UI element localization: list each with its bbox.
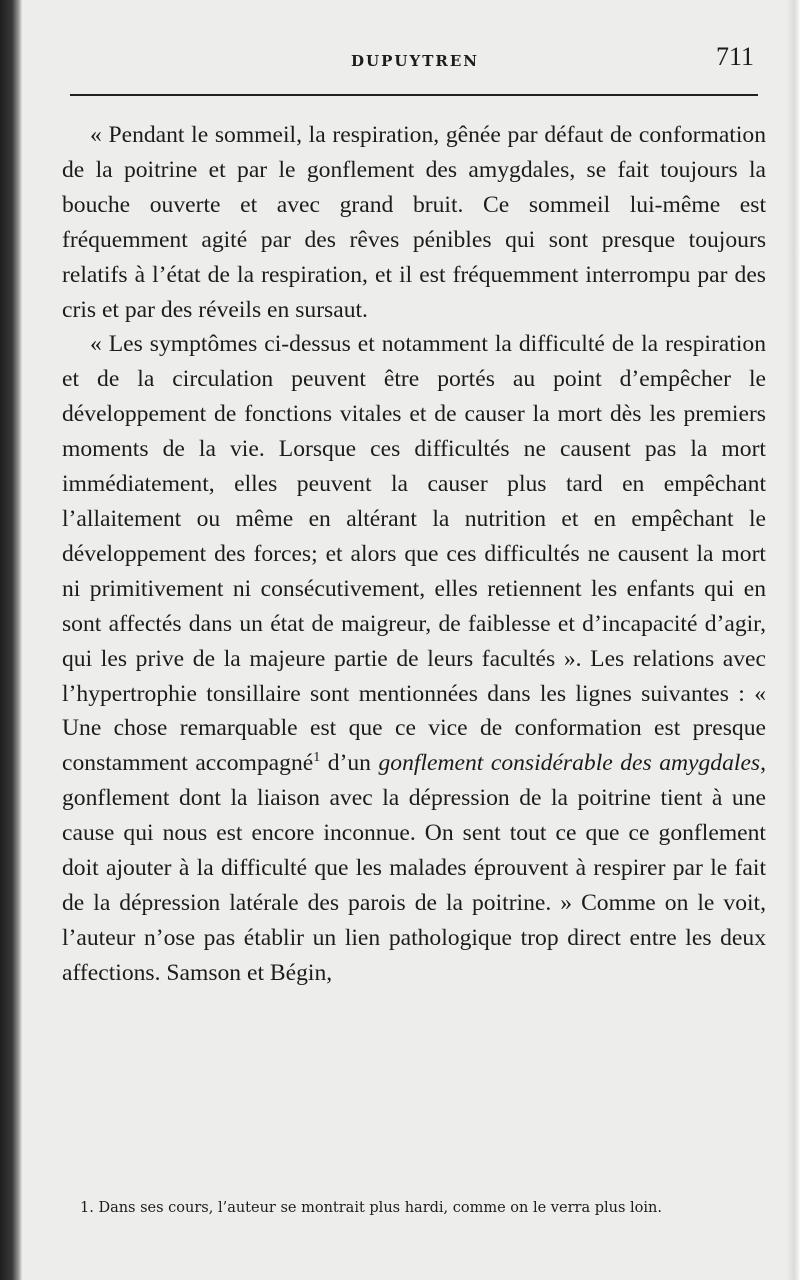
footnote: 1. Dans ses cours, l’auteur se montrait plus hardi, comme on le verra plus loin. — [80, 1200, 662, 1216]
page-number: 711 — [715, 42, 754, 71]
paragraph-1: « Pendant le sommeil, la respiration, gênée par défaut de conformation de la poitrine et par le gonflement des amygdales, se fait toujours la bouche ouverte et avec grand bruit. Ce sommeil lui-même est fréquemment agité par des rêves pénibles qui sont presque toujours relatifs à l’état de la respiration, et il est fréquemment interrompu par des cris et par des réveils en sursaut. — [62, 122, 766, 323]
body-text — [62, 118, 766, 991]
footnote-reference[interactable]: 1 — [313, 750, 321, 766]
header-rule — [70, 94, 758, 96]
paragraph-2-text-a: « Les symptômes ci-dessus et notamment la difficulté de la respiration et de la circulation peuvent être portés au point d’empêcher le développement de fonctions vitales et de causer la mort dès les premiers moments de la vie. Lorsque ces difficultés ne causent pas la mort immédiatement, elles peuvent la causer plus tard en empêchant l’allaitement ou même en altérant la nutrition et en empêchant le développement des forces; et alors que ces difficultés ne causent la mort ni primitivement ni consécutivement, elles retiennent les enfants qui en sont affectés dans un état de maigreur, de faiblesse et d’incapacité d’agir, qui les prive de la majeure partie de leurs facultés ». Les relations avec l’hypertrophie tonsillaire sont mentionnées dans les lignes suivantes : « Une chose remarquable est que ce vice de conformation est presque constamment accompagné — [62, 331, 766, 777]
book-spine-shadow — [0, 0, 22, 1280]
page-edge — [786, 0, 800, 1280]
italic-phrase: gonflement considérable des amygdales — [378, 750, 761, 777]
paragraph-2-text-b: d’un — [320, 750, 379, 777]
paragraph-2-text-c: , gonflement dont la liaison avec la dépression de la poitrine tient à une cause qui nous est encore inconnue. On sent tout ce que ce gonflement doit ajouter à la difficulté que les malades éprouvent à respirer par le fait de la dépression latérale des parois de la poitrine. » Comme on le voit, l’auteur n’ose pas établir un lien pathologique trop direct entre les deux affections. Samson et Bégin, — [62, 750, 767, 986]
paragraph-2 — [62, 327, 766, 990]
running-head — [70, 42, 760, 82]
running-title: DUPUYTREN — [351, 52, 479, 70]
